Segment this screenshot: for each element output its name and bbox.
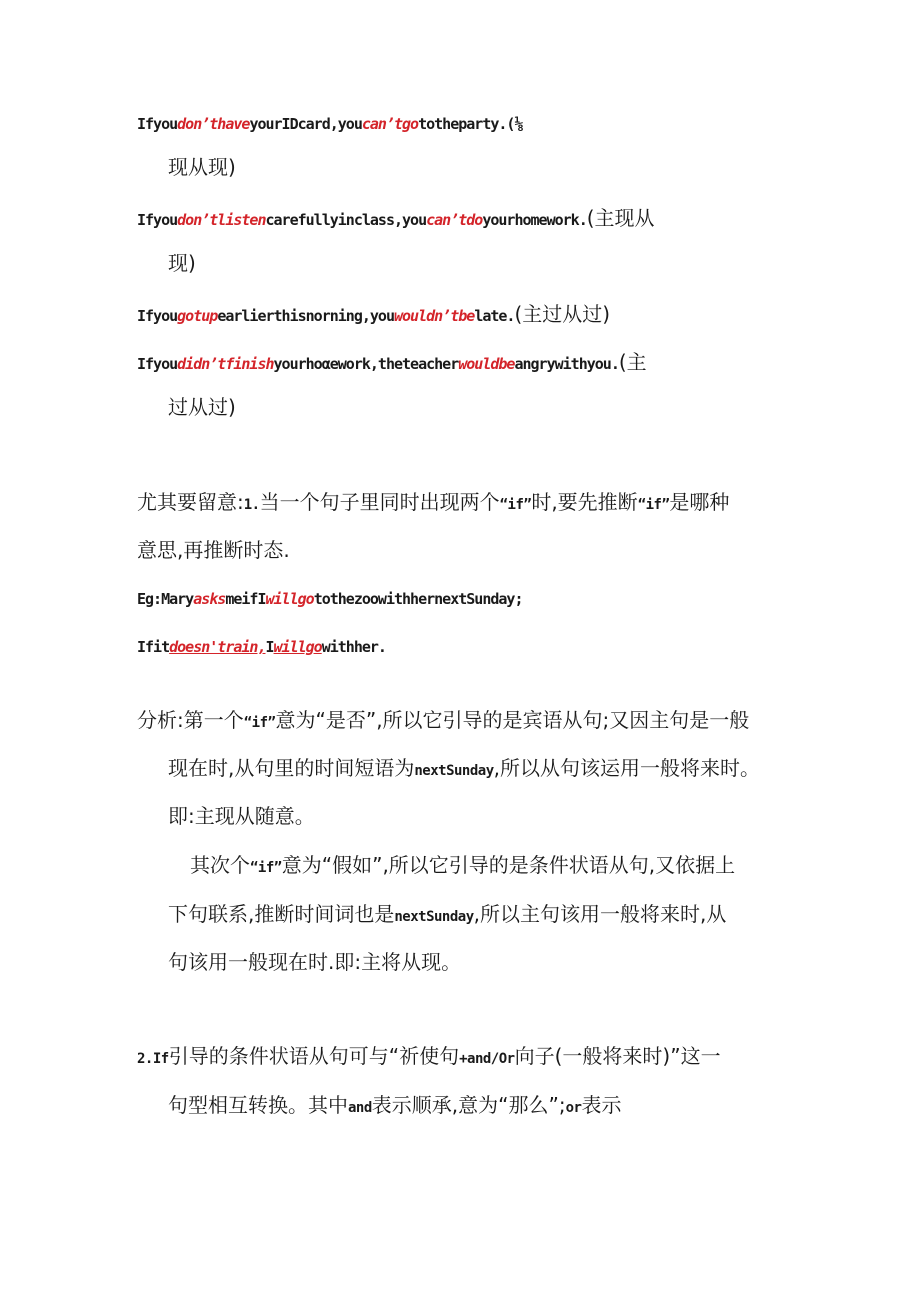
note-prefix: 尤其要留意: <box>137 490 244 514</box>
example-text: Ifyou <box>137 307 178 325</box>
example-3 <box>137 304 610 324</box>
example-text: late. <box>474 307 515 325</box>
analysis-line-5 <box>168 904 726 924</box>
note-number: 1. <box>243 497 260 513</box>
eg-text: withher. <box>321 638 386 656</box>
note-line-1 <box>137 492 729 512</box>
conjunction-keyword: or <box>565 1100 582 1116</box>
tense-note: (主现从 <box>586 206 655 230</box>
highlight-underlined: doesn'train, <box>169 638 266 656</box>
highlight: wouldbe <box>458 355 515 373</box>
eg-text: Ifit <box>137 638 170 656</box>
highlight: can’tgo <box>361 115 419 133</box>
analysis-text: ,所以从句该运用一般将来时。 <box>493 756 761 780</box>
eg-line-1 <box>137 592 523 607</box>
conjunction-keyword: and <box>348 1100 372 1116</box>
highlight: don’tlisten <box>177 211 266 229</box>
point-2-line-1 <box>137 1046 721 1066</box>
analysis-line-1 <box>137 710 749 730</box>
highlight-underlined: willgo <box>273 638 322 656</box>
analysis-text: 分析:第一个 <box>137 708 244 732</box>
example-1-cont: 现从现) <box>168 155 236 179</box>
example-1 <box>137 117 523 132</box>
point-text: 表示顺承,意为“那么”; <box>371 1093 566 1117</box>
note-text: 是哪种 <box>669 490 730 514</box>
highlight: asks <box>193 590 226 608</box>
highlight: wouldn’tbe <box>394 307 475 325</box>
point-text: 句型相互转换。其中 <box>168 1093 348 1117</box>
eg-text: meifI <box>225 590 266 608</box>
eg-line-2 <box>137 640 386 655</box>
if-keyword: “if” <box>637 497 670 513</box>
highlight: don’thave <box>177 115 250 133</box>
time-phrase: nextSunday <box>394 909 474 925</box>
if-keyword: “if” <box>243 715 276 731</box>
example-text: yourIDcard,you <box>249 115 362 133</box>
tense-note: (主过从过) <box>514 302 611 326</box>
point-text: 向子(一般将来时)”这一 <box>514 1044 721 1068</box>
note-text: 时,要先推断 <box>531 490 638 514</box>
analysis-line-2 <box>168 758 760 778</box>
example-text: Ifyou <box>137 115 178 133</box>
eg-text: I <box>265 638 274 656</box>
highlight: willgo <box>265 590 314 608</box>
analysis-text: 其次个 <box>190 853 250 877</box>
example-text: Ifyou <box>137 211 178 229</box>
example-text: yourhomework. <box>482 211 587 229</box>
example-text: Ifyou <box>137 355 178 373</box>
analysis-text: 意为“假如”,所以它引导的是条件状语从句,又依据上 <box>281 853 736 877</box>
if-keyword: “if” <box>250 860 282 876</box>
example-4 <box>137 352 647 372</box>
example-text: earlierthisnorning,you <box>217 307 394 325</box>
example-text: yourhoαework,theteacher <box>273 355 459 373</box>
time-phrase: nextSunday <box>414 763 494 779</box>
point-number: 2. <box>137 1051 153 1067</box>
point-text: 表示 <box>581 1093 622 1117</box>
highlight: didn’tfinish <box>177 355 274 373</box>
point-2-line-2 <box>168 1095 621 1115</box>
example-4-cont: 过从过) <box>168 395 236 419</box>
highlight: can’tdo <box>426 211 483 229</box>
example-text: carefullyinclass,you <box>265 211 427 229</box>
eg-text: Eg:Mary <box>137 590 194 608</box>
note-line-2: 意思,再推断时态. <box>137 538 290 562</box>
analysis-line-4 <box>190 855 735 875</box>
analysis-text: 意为“是否”,所以它引导的是宾语从句;又因主句是一般 <box>275 708 750 732</box>
if-keyword: If <box>152 1051 169 1067</box>
point-text: 引导的条件状语从句可与“祈使句 <box>168 1044 460 1068</box>
example-2-cont: 现) <box>168 251 196 275</box>
analysis-line-6: 句该用一般现在时.即:主将从现。 <box>168 950 462 974</box>
highlight: gotup <box>177 307 218 325</box>
example-text: angrywithyou. <box>514 355 619 373</box>
eg-text: tothezoowithhernextSunday; <box>313 590 523 608</box>
conjunction-keyword: +and/Or <box>459 1051 515 1067</box>
analysis-text: 下句联系,推断时间词也是 <box>168 902 395 926</box>
analysis-text: 现在时,从句里的时间短语为 <box>168 756 415 780</box>
note-text: 当一个句子里同时出现两个 <box>259 490 500 514</box>
example-text: totheparty.(⅛ <box>418 115 523 133</box>
tense-note: (主 <box>618 350 647 374</box>
analysis-text: ,所以主句该用一般将来时,从 <box>473 902 727 926</box>
example-2 <box>137 208 655 228</box>
analysis-line-3: 即:主现从随意。 <box>168 804 315 828</box>
if-keyword: “if” <box>499 497 532 513</box>
